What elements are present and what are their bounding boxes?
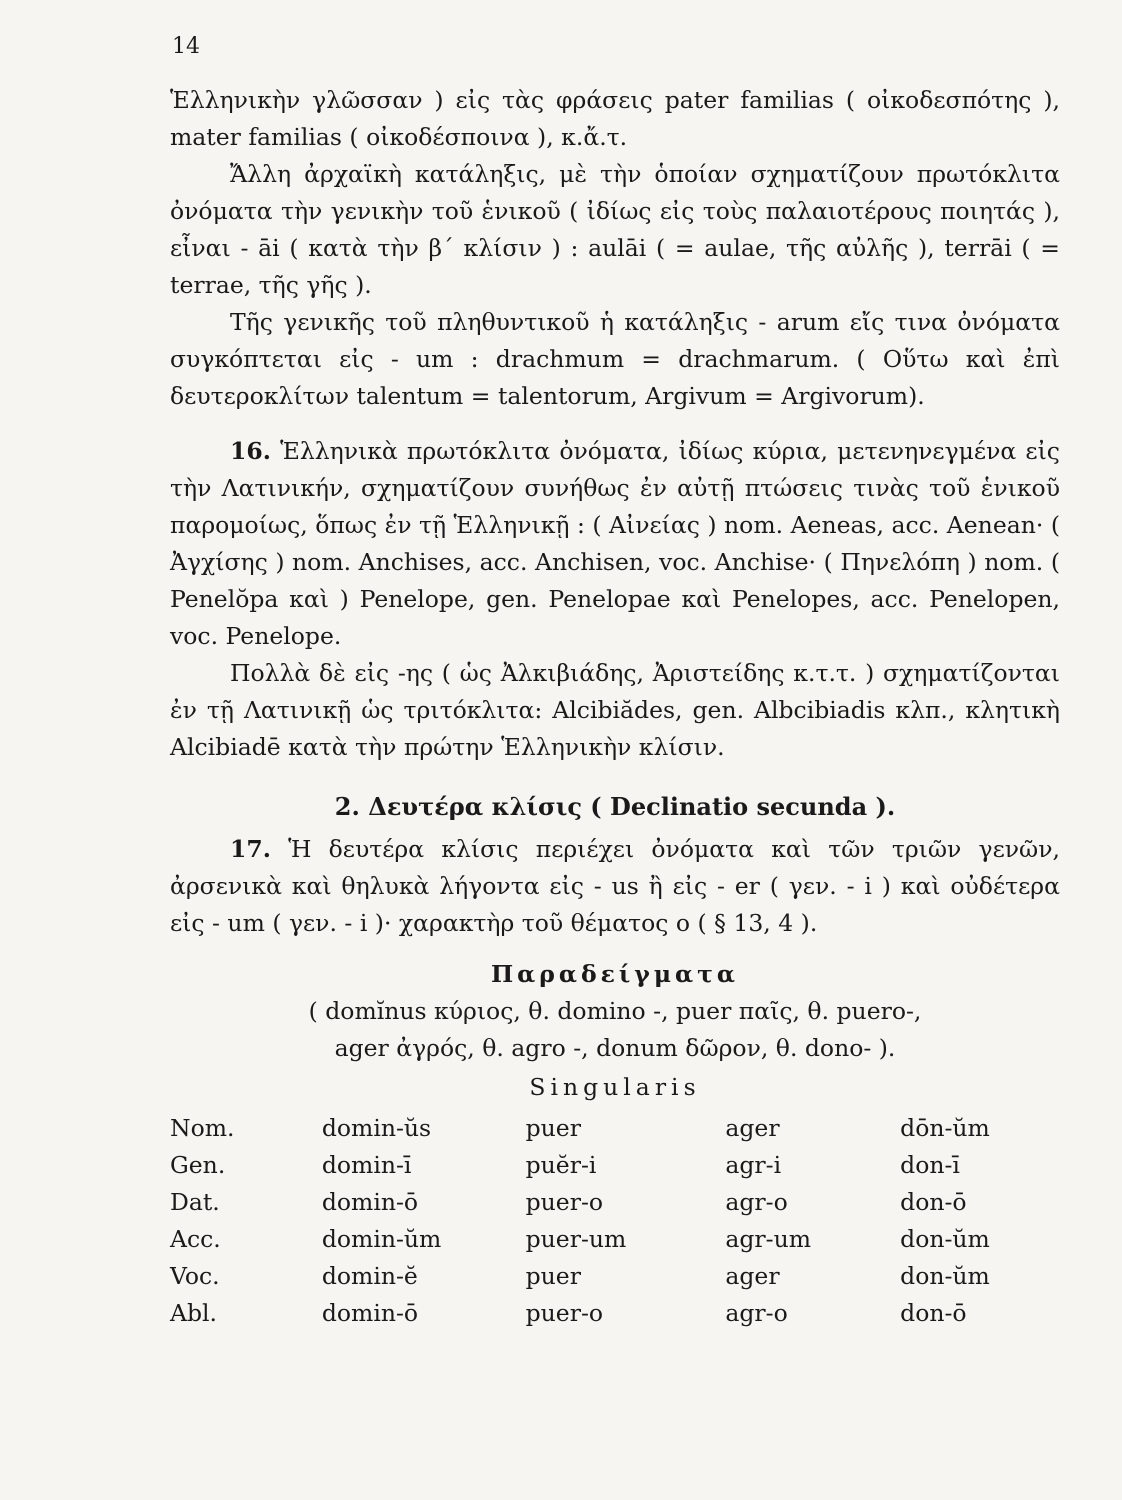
table-cell: don-ŭm — [900, 1225, 990, 1253]
singularis-label: Singularis — [529, 1073, 701, 1101]
examples-line-1: ( domĭnus κύριος, θ. domino -, puer παῖς, θ. puero-, — [308, 997, 922, 1025]
examples-line-2: ager ἀγρός, θ. agro -, donum δῶρον, θ. dono- ). — [334, 1034, 896, 1062]
table-cell: puer-um — [525, 1225, 627, 1253]
table-cell: don-ō — [900, 1299, 967, 1327]
table-cell: ager — [725, 1114, 780, 1142]
table-cell: puer — [525, 1262, 581, 1290]
table-cell: domin-ŭm — [321, 1225, 442, 1253]
paragraph-2: Ἄλλη ἀρχαϊκὴ κατάληξις, μὲ τὴν ὁποίαν σχηματίζουν πρωτόκλιτα ὀνόματα τὴν γενικὴν τοῦ ἑνικοῦ ( ἰδίως εἰς τοὺς παλαιοτέρους ποιητάς ), εἶναι - āi ( κατὰ τὴν β΄ κλίσιν ) : aulāi ( = aulae, τῆς αὐλῆς ), terrāi ( = terrae, τῆς γῆς ). — [170, 160, 1060, 299]
case-label: Nom. — [170, 1114, 235, 1142]
table-cell: agr-o — [725, 1299, 788, 1327]
table-row — [170, 1295, 1060, 1332]
table-cell: puer-o — [525, 1188, 604, 1216]
table-row — [170, 1147, 1060, 1184]
table-cell: domin-ĕ — [321, 1262, 418, 1290]
case-label: Acc. — [170, 1225, 221, 1253]
table-cell: agr-o — [725, 1188, 788, 1216]
table-cell: don-ŭm — [900, 1262, 990, 1290]
page-body — [170, 82, 1060, 1332]
table-cell: puĕr-i — [525, 1151, 597, 1179]
page-number: 14 — [172, 34, 200, 59]
case-label: Voc. — [170, 1262, 220, 1290]
paragraph-5: Πολλὰ δὲ εἰς -ης ( ὡς Ἀλκιβιάδης, Ἀριστείδης κ.τ.τ. ) σχηματίζονται ἐν τῇ Λατινικῇ ὡς τριτόκλιτα: Alcibiădes, gen. Albcibiadis κλπ., κλητικὴ Alcibiadē κατὰ τὴν πρώτην Ἑλληνικὴν κλίσιν. — [170, 659, 1060, 761]
table-cell: domin-ŭs — [321, 1114, 432, 1142]
case-label: Abl. — [170, 1299, 217, 1327]
section-number: 17. — [230, 835, 271, 863]
declension-table — [170, 1110, 1060, 1332]
table-cell: don-ī — [900, 1151, 960, 1179]
section-17 — [170, 831, 1060, 942]
table-row — [170, 1184, 1060, 1221]
section-16 — [170, 433, 1060, 655]
section-17-text: Ἡ δευτέρα κλίσις περιέχει ὀνόματα καὶ τῶν τριῶν γενῶν, ἀρσενικὰ καὶ θηλυκὰ λήγοντα εἰς - us ἢ εἰς - er ( γεν. - i ) καὶ οὐδέτερα εἰς - um ( γεν. - i )· χαρακτὴρ τοῦ θέματος o ( § 13, 4 ). — [170, 835, 1060, 937]
section-heading: 2. Δευτέρα κλίσις ( Declinatio secunda ). — [334, 792, 896, 821]
table-cell: don-ō — [900, 1188, 967, 1216]
table-row — [170, 1110, 1060, 1147]
section-16-text: Ἑλληνικὰ πρωτόκλιτα ὀνόματα, ἰδίως κύρια, μετενηνεγμένα εἰς τὴν Λατινικήν, σχηματίζουν συνήθως ἐν αὐτῇ πτώσεις τινὰς τοῦ ἑνικοῦ παρομοίως, ὅπως ἐν τῇ Ἑλληνικῇ : ( Αἰνείας ) nom. Aeneas, acc. Aenean· ( Ἀγχίσης ) nom. Anchises, acc. Anchisen, voc. Anchise· ( Πηνελόπη ) nom. ( Penelŏpa καὶ ) Penelope, gen. Penelopae καὶ Penelopes, acc. Penelopen, voc. Penelope. — [170, 437, 1060, 650]
table-cell: agr-um — [725, 1225, 812, 1253]
section-number: 16. — [230, 437, 271, 465]
table-cell: domin-ī — [321, 1151, 412, 1179]
table-cell: domin-ō — [321, 1299, 419, 1327]
table-cell: puer — [525, 1114, 581, 1142]
case-label: Dat. — [170, 1188, 220, 1216]
table-row — [170, 1221, 1060, 1258]
table-row — [170, 1258, 1060, 1295]
table-cell: dōn-ŭm — [900, 1114, 990, 1142]
table-cell: domin-ō — [321, 1188, 419, 1216]
table-cell: ager — [725, 1262, 780, 1290]
paragraph-1: Ἑλληνικὴν γλῶσσαν ) εἰς τὰς φράσεις pater familias ( οἰκοδεσπότης ), mater familias ( οἰκοδέσποινα ), κ.ἄ.τ. — [170, 86, 1060, 151]
paragraph-3: Τῆς γενικῆς τοῦ πληθυντικοῦ ἡ κατάληξις - arum εἴς τινα ὀνόματα συγκόπτεται εἰς - um : drachmum = drachmarum. ( Οὕτω καὶ ἐπὶ δευτεροκλίτων talentum = talentorum, Argivum = Argivorum). — [170, 308, 1060, 410]
table-cell: puer-o — [525, 1299, 604, 1327]
examples-title: Παραδείγματα — [490, 960, 739, 988]
table-cell: agr-i — [725, 1151, 782, 1179]
case-label: Gen. — [170, 1151, 226, 1179]
